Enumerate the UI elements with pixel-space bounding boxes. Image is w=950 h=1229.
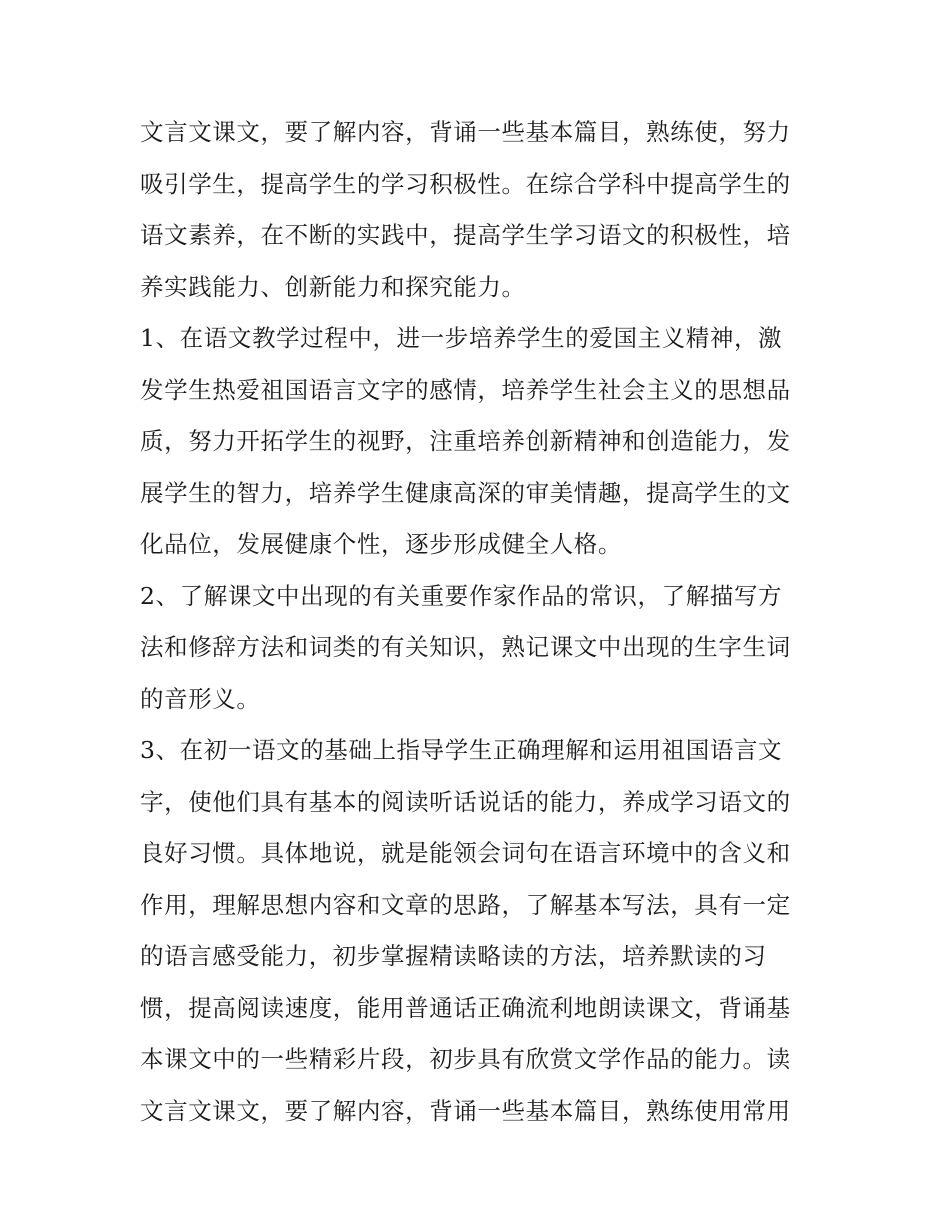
text-line: 展学生的智力，培养学生健康高深的审美情趣，提高学生的文 [140, 478, 791, 507]
text-line: 良好习惯。具体地说，就是能领会词句在语言环境中的含义和 [140, 839, 791, 867]
text-line: 作用，理解思想内容和文章的思路，了解基本写法，具有一定 [140, 890, 791, 919]
text-line: 法和修辞方法和词类的有关知识，熟记课文中出现的生字生词 [140, 633, 791, 661]
document-body [140, 107, 820, 1137]
text-line: 字，使他们具有基本的阅读听话说话的能力，养成学习语文的 [140, 787, 791, 816]
text-line: 惯，提高阅读速度，能用普通话正确流利地朗读课文，背诵基 [140, 993, 791, 1022]
text-line: 质，努力开拓学生的视野，注重培养创新精神和创造能力，发 [140, 427, 791, 455]
text-line: 养实践能力、创新能力和探究能力。 [140, 272, 526, 301]
text-line: 文言文课文，要了解内容，背诵一些基本篇目，熟练使，努力 [140, 118, 791, 146]
text-line: 本课文中的一些精彩片段，初步具有欣赏文学作品的能力。读 [140, 1045, 791, 1073]
text-line: 3、在初一语文的基础上指导学生正确理解和运用祖国语言文 [140, 736, 783, 764]
text-line: 化品位，发展健康个性，逐步形成健全人格。 [140, 530, 622, 558]
text-line: 2、了解课文中出现的有关重要作家作品的常识，了解描写方 [140, 581, 783, 610]
text-line: 的语言感受能力，初步掌握精读略读的方法，培养默读的习 [140, 942, 767, 970]
text-line: 发学生热爱祖国语言文字的感情，培养学生社会主义的思想品 [140, 375, 791, 404]
text-line: 吸引学生，提高学生的学习积极性。在综合学科中提高学生的 [140, 169, 791, 198]
text-line: 文言文课文，要了解内容，背诵一些基本篇目，熟练使用常用 [140, 1096, 791, 1125]
text-line: 的音形义。 [140, 684, 261, 713]
text-line: 1、在语文教学过程中，进一步培养学生的爱国主义精神，激 [140, 324, 783, 352]
text-line: 语文素养，在不断的实践中，提高学生学习语文的积极性，培 [140, 221, 791, 249]
